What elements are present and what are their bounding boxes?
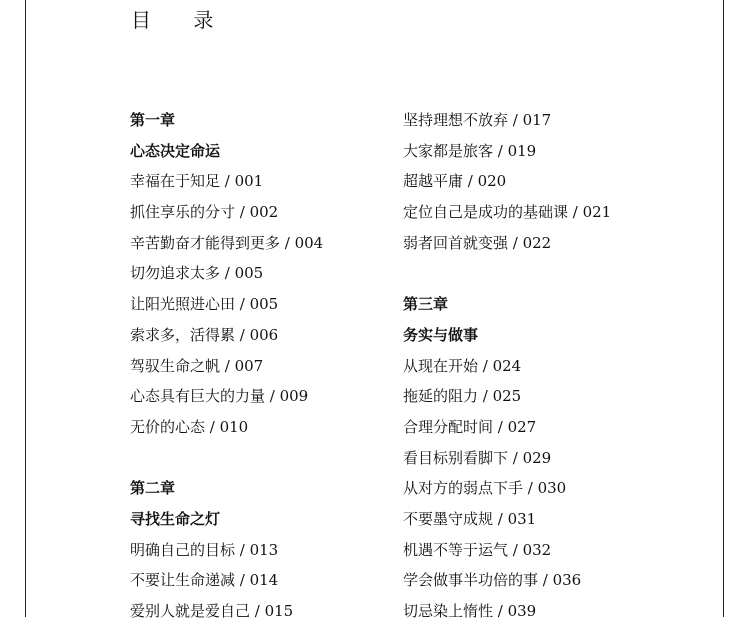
toc-entry: 坚持理想不放弃 / 017	[403, 111, 552, 129]
toc-spacer	[403, 258, 611, 289]
toc-entry: 看目标别看脚下 / 029	[403, 448, 552, 467]
toc-chapter-label: 第一章	[130, 111, 176, 129]
toc-entry: 让阳光照进心田 / 005	[130, 295, 279, 314]
document-page	[25, 0, 724, 620]
toc-chapter-heading: 心态决定命运	[130, 141, 221, 160]
toc-title: 目 录	[131, 8, 232, 32]
toc-entry: 不要让生命递减 / 014	[130, 571, 279, 590]
toc-entry: 爱别人就是爱自己 / 015	[130, 602, 294, 620]
toc-chapter-label: 第三章	[403, 295, 449, 314]
toc-entry: 辛苦勤奋才能得到更多 / 004	[130, 233, 324, 252]
toc-entry: 切忌染上惰性 / 039	[403, 602, 537, 620]
toc-entry: 心态具有巨大的力量 / 009	[130, 387, 309, 406]
toc-entry: 从现在开始 / 024	[403, 356, 522, 375]
toc-entry: 机遇不等于运气 / 032	[403, 540, 552, 559]
toc-entry: 合理分配时间 / 027	[403, 417, 537, 436]
toc-entry: 无价的心态 / 010	[130, 417, 249, 436]
toc-spacer	[130, 443, 323, 474]
toc-entry: 索求多，活得累 / 006	[130, 325, 279, 344]
toc-entry: 切勿追求太多 / 005	[130, 264, 264, 283]
toc-chapter-heading: 务实与做事	[403, 325, 479, 344]
toc-entry: 明确自己的目标 / 013	[130, 540, 279, 559]
toc-entry: 从对方的弱点下手 / 030	[403, 479, 567, 498]
toc-chapter-heading: 寻找生命之灯	[130, 509, 221, 528]
toc-entry: 弱者回首就变强 / 022	[403, 233, 552, 252]
toc-entry: 拖延的阻力 / 025	[403, 387, 522, 406]
toc-entry: 幸福在于知足 / 001	[130, 172, 264, 191]
toc-entry: 抓住享乐的分寸 / 002	[130, 203, 279, 222]
toc-entry: 大家都是旅客 / 019	[403, 141, 537, 160]
toc-entry: 驾驭生命之帆 / 007	[130, 356, 264, 375]
toc-entry: 超越平庸 / 020	[403, 172, 507, 191]
toc-entry: 不要墨守成规 / 031	[403, 509, 537, 528]
toc-chapter-label: 第二章	[130, 479, 176, 498]
toc-entry: 学会做事半功倍的事 / 036	[403, 571, 582, 590]
toc-right-column	[403, 105, 611, 627]
toc-left-column	[130, 105, 323, 627]
toc-entry: 定位自己是成功的基础课 / 021	[403, 203, 612, 222]
